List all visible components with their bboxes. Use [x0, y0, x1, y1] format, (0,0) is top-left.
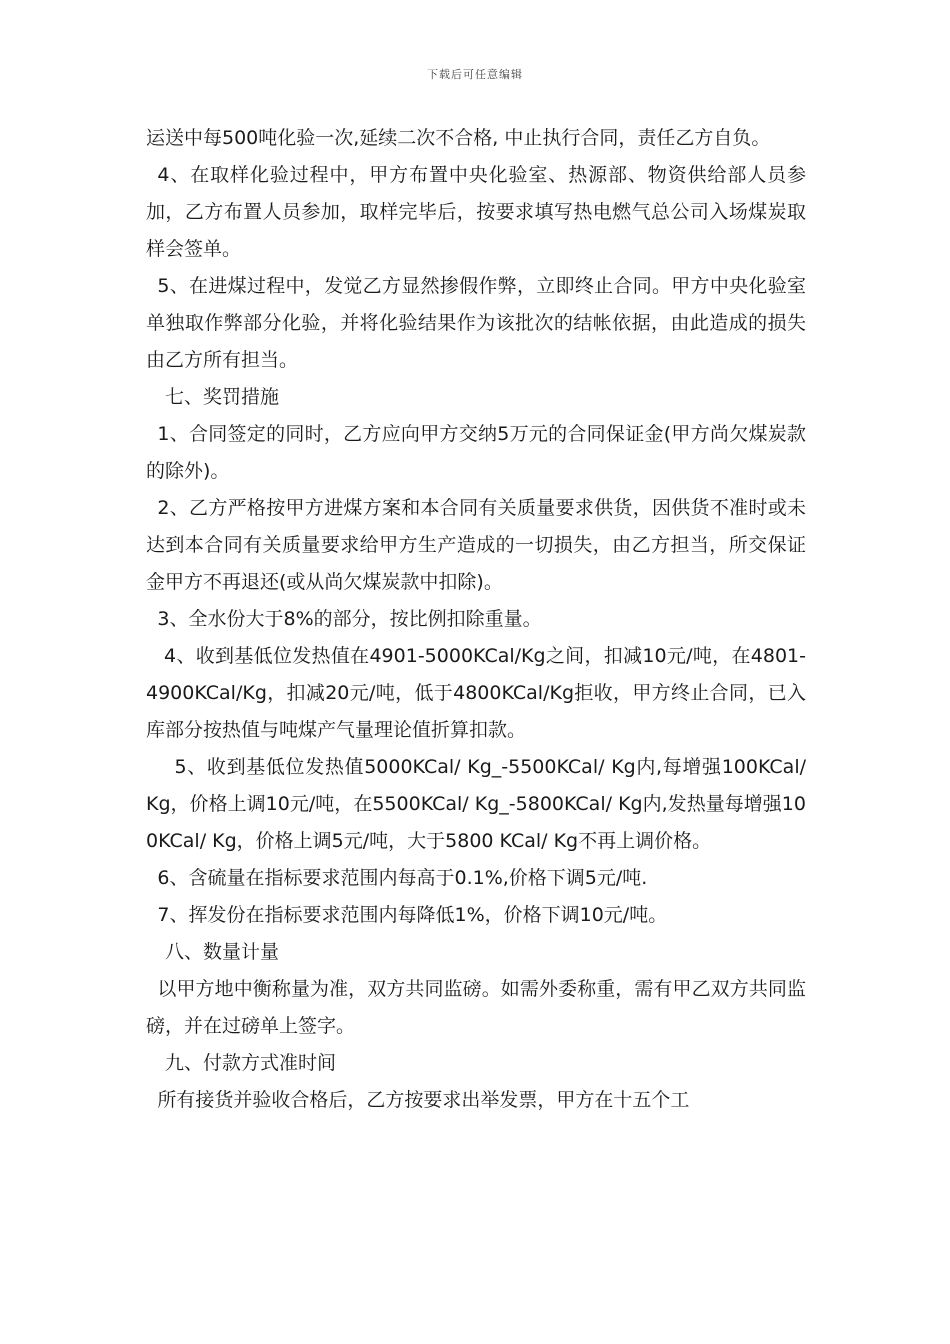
paragraph-item-5-fraud: 5、在进煤过程中，发觉乙方显然掺假作弊，立即终止合同。甲方中央化验室单独取作弊部分化验，并将化验结果作为该批次的结帐依据，由此造成的损失由乙方所有担当。 — [146, 275, 806, 371]
paragraph-item-6-sulfur: 6、含硫量在指标要求范围内每高于0.1%,价格下调5元/吨. — [157, 867, 648, 889]
paragraph-item-7-volatile: 7、挥发份在指标要求范围内每降低1%，价格下调10元/吨。 — [157, 904, 668, 926]
paragraph-item-1-deposit: 1、合同签定的同时，乙方应向甲方交纳5万元的合同保证金(甲方尚欠煤炭款的除外)。 — [146, 423, 806, 482]
paragraph-item-5-heat-bonus: 5、收到基低位发热值5000KCal/ Kg_-5500KCal/ Kg内,每增强100KCal/Kg，价格上调10元/吨，在5500KCal/ Kg_-5800KCal/ Kg内,发热量每增强100KCal/ Kg，价格上调5元/吨，大于5800 KCal/ Kg不再上调价格。 — [146, 756, 806, 852]
paragraph-payment: 所有接货并验收合格后，乙方按要求出举发票，甲方在十五个工 — [157, 1089, 690, 1111]
paragraph-item-2-supply: 2、乙方严格按甲方进煤方案和本合同有关质量要求供货，因供货不准时或未达到本合同有关质量要求给甲方生产造成的一切损失，由乙方担当，所交保证金甲方不再退还(或从尚欠煤炭款中扣除)。 — [146, 497, 806, 593]
section-heading-payment: 九、付款方式准时间 — [165, 1052, 337, 1074]
page-header: 下载后可任意编辑 — [427, 68, 523, 81]
paragraph-item-4-heat-deduction: 4、收到基低位发热值在4901-5000KCal/Kg之间，扣减10元/吨，在4801-4900KCal/Kg，扣减20元/吨，低于4800KCal/Kg拒收，甲方终止合同，已入库部分按热值与吨煤产气量理论值折算扣款。 — [146, 645, 806, 741]
paragraph-item-4-sampling: 4、在取样化验过程中，甲方布置中央化验室、热源部、物资供给部人员参加，乙方布置人员参加，取样完毕后，按要求填写热电燃气总公司入场煤炭取样会签单。 — [146, 164, 806, 260]
paragraph-transport-testing: 运送中每500吨化验一次,延续二次不合格, 中止执行合同，责任乙方自负。 — [146, 127, 771, 149]
section-heading-quantity: 八、数量计量 — [165, 941, 280, 963]
document-body — [146, 120, 806, 1119]
paragraph-weighing: 以甲方地中衡称量为准，双方共同监磅。如需外委称重，需有甲乙双方共同监磅，并在过磅单上签字。 — [146, 978, 806, 1037]
paragraph-item-3-moisture: 3、全水份大于8%的部分，按比例扣除重量。 — [157, 608, 542, 630]
section-heading-rewards-penalties: 七、奖罚措施 — [165, 386, 280, 408]
